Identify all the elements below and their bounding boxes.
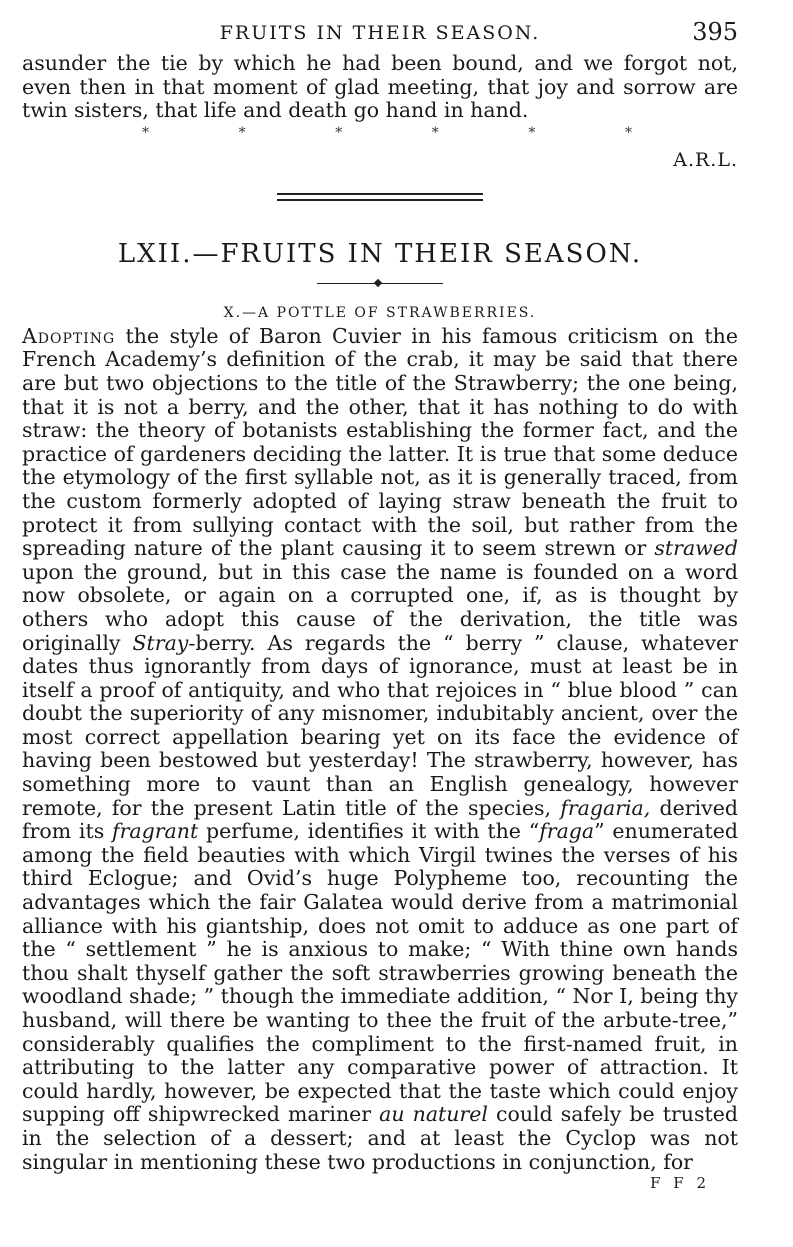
previous-article-closing: asunder the tie by which he had been bound, and we forgot not, even then in that moment of glad meeting, that joy and sorrow are twin sisters, that life and death go hand in hand. (22, 51, 738, 123)
body-text: upon the ground, but in this case the name is founded on a word now obsolete, or again on a corrupted one, if, as is thought by others who adopt this cause of the derivation, the title was originally (22, 559, 738, 655)
body-text: could safely be trusted in the selection of a dessert; and at least the Cyclop was not singular in mentioning these two productions in conjunction, for (22, 1102, 738, 1174)
double-rule-divider (277, 193, 483, 201)
diamond-rule-divider (317, 277, 443, 291)
body-italic: fragaria, (560, 795, 651, 820)
diamond-ornament (374, 279, 382, 287)
body-italic: fragrant (112, 819, 199, 844)
opening-word: Adopting (22, 323, 116, 348)
body-text: the style of Baron Cuvier in his famous criticism on the French Academy’s definition of the crab, it may be said that there are but two objections to the title of the Strawberry; the one being, that it is not a berry, and the other, that it has nothing to do with straw: the theory of botanists establishing the former fact, and the practice of gardeners deciding the latter. It is true that some deduce the etymology of the first syllable not, as it is generally traced, from the custom formerly adopted of laying straw beneath the fruit to protect it from sullying contact with the soil, but rather from the spreading nature of the plant causing it to seem strewn or (22, 323, 738, 561)
article-body (22, 325, 738, 1174)
page-number: 395 (692, 18, 738, 46)
star-ornament: * (142, 124, 149, 141)
body-italic: Stray (132, 630, 189, 655)
section-break-stars (142, 125, 632, 145)
printer-signature-mark: F F 2 (650, 1174, 710, 1193)
star-ornament: * (335, 124, 343, 141)
chapter-title: LXII.—FRUITS IN THEIR SEASON. (117, 238, 643, 269)
star-ornament: * (431, 124, 439, 141)
section-title: X.—A POTTLE OF STRAWBERRIES. (223, 304, 537, 321)
body-text: perfume, identifies it with the “ (198, 819, 540, 844)
body-text: derived from its (22, 795, 738, 844)
running-head (22, 18, 738, 52)
star-ornament: * (528, 124, 536, 141)
body-italic: fraga (539, 819, 595, 844)
body-italic: strawed (654, 536, 738, 561)
body-italic: au naturel (379, 1102, 488, 1127)
running-title: FRUITS IN THEIR SEASON. (219, 22, 541, 44)
star-ornament: * (624, 124, 632, 141)
page (22, 18, 738, 1192)
body-text: ” enumerated among the field beauties with which Virgil twines the verses of his third Eclogue; and Ovid’s huge Polypheme too, recounting the advantages which the fair Galatea would derive from a matrimonial alliance with his giantship, does not omit to adduce as one part of the “ settlement ” he is anxious to make; “ With thine own hands thou shalt thyself gather the soft strawberries growing beneath the woodland shade; ” though the immediate addition, “ Nor I, being thy husband, will there be wanting to thee the fruit of the arbute-tree,” considerably qualifies the compliment to the first-named fruit, in attributing to the latter any comparative power of attraction. It could hardly, however, be expected that the taste which could enjoy supping off shipwrecked mariner (22, 819, 739, 1127)
author-signature: A.R.L. (673, 148, 738, 171)
body-text: -berry. As regards the “ berry ” clause, whatever dates thus ignorantly from days of ignorance, must at least be in itself a proof of antiquity, and who that rejoices in “ blue blood ” can doubt the superiority of any misnomer, indubitably ancient, over the most correct appellation bearing yet on its face the evidence of having been bestowed but yesterday! The strawberry, however, has something more to vaunt than an English genealogy, however remote, for the present Latin title of the species, (22, 630, 738, 820)
star-ornament: * (238, 124, 246, 141)
